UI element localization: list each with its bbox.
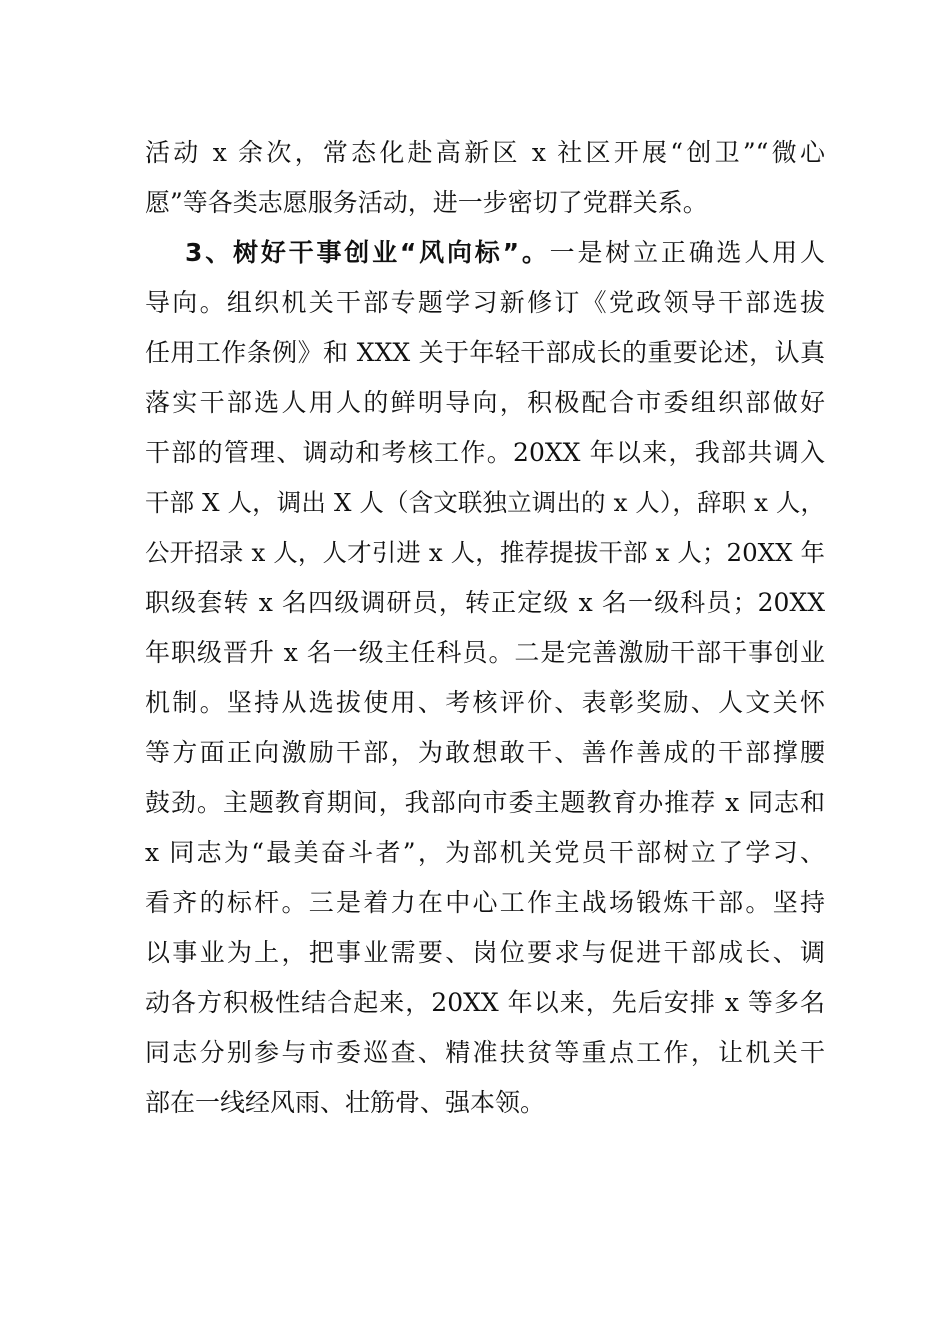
paragraph-line: 同志分别参与市委巡查、精准扶贫等重点工作，让机关干: [145, 1038, 825, 1067]
section-heading-line: [185, 236, 825, 270]
paragraph-line: 以事业为上，把事业需要、岗位要求与促进干部成长、调: [145, 938, 825, 967]
paragraph-line: 职级套转 x 名四级调研员，转正定级 x 名一级科员；20XX: [145, 588, 825, 617]
paragraph-line: 任用工作条例》和 XXX 关于年轻干部成长的重要论述，认真: [145, 338, 825, 367]
paragraph-line: 落实干部选人用人的鲜明导向，积极配合市委组织部做好: [145, 388, 825, 417]
paragraph-line-rest: 一是树立正确选人用人: [549, 238, 825, 267]
paragraph-line: 愿”等各类志愿服务活动，进一步密切了党群关系。: [145, 188, 708, 217]
paragraph-line: 活动 x 余次，常态化赴高新区 x 社区开展“创卫”“微心: [145, 138, 825, 167]
paragraph-line: 鼓劲。主题教育期间，我部向市委主题教育办推荐 x 同志和: [145, 788, 825, 817]
paragraph-line: 干部的管理、调动和考核工作。20XX 年以来，我部共调入: [145, 438, 825, 467]
paragraph-line: 干部 X 人，调出 X 人（含文联独立调出的 x 人），辞职 x 人，: [145, 488, 825, 517]
paragraph-line: 导向。组织机关干部专题学习新修订《党政领导干部选拔: [145, 288, 825, 317]
paragraph-line: 公开招录 x 人，人才引进 x 人，推荐提拔干部 x 人；20XX 年: [145, 538, 825, 567]
paragraph-line: 部在一线经风雨、壮筋骨、强本领。: [145, 1088, 546, 1117]
paragraph-line: 年职级晋升 x 名一级主任科员。二是完善激励干部干事创业: [145, 638, 825, 667]
paragraph-line: x 同志为“最美奋斗者”，为部机关党员干部树立了学习、: [145, 838, 825, 867]
paragraph-line: 机制。坚持从选拔使用、考核评价、表彰奖励、人文关怀: [145, 688, 825, 717]
paragraph-line: 等方面正向激励干部，为敢想敢干、善作善成的干部撑腰: [145, 738, 825, 767]
paragraph-line: 看齐的标杆。三是着力在中心工作主战场锻炼干部。坚持: [145, 888, 825, 917]
section-heading: 3、树好干事创业“风向标”。: [185, 238, 550, 267]
paragraph-line: 动各方积极性结合起来，20XX 年以来，先后安排 x 等多名: [145, 988, 825, 1017]
